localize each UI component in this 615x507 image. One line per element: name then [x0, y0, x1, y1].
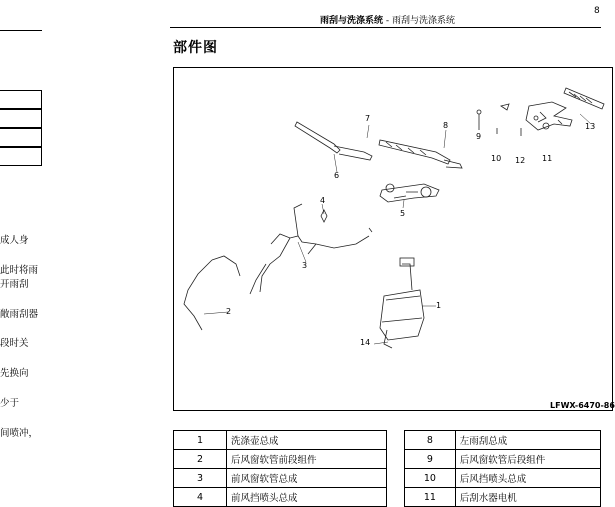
parts-table-right — [404, 430, 601, 507]
part-name: 后风窗软管后段组件 — [455, 450, 600, 469]
parts-row — [174, 469, 387, 488]
left-table-cell — [0, 109, 42, 128]
header-rule — [170, 27, 601, 28]
part-number: 9 — [405, 450, 456, 469]
left-text-line: 此时将雨 — [0, 265, 39, 276]
callout-9: 9 — [476, 132, 482, 141]
part-name: 左雨刮总成 — [455, 431, 600, 450]
wiper-system-drawing — [174, 68, 614, 412]
left-text-line: 少于 — [0, 398, 20, 409]
part-number: 4 — [174, 488, 227, 507]
left-text-line: 敞雨刮器 — [0, 309, 39, 320]
callout-10: 10 — [491, 154, 502, 163]
callout-3: 3 — [302, 261, 308, 270]
parts-row — [405, 488, 601, 507]
left-text-line: 开雨刮 — [0, 279, 29, 290]
callout-8: 8 — [443, 121, 449, 130]
parts-table-left — [173, 430, 387, 507]
part-name: 后刮水器电机 — [455, 488, 600, 507]
part-number: 3 — [174, 469, 227, 488]
part-name: 前风挡喷头总成 — [227, 488, 387, 507]
callout-12: 12 — [515, 156, 526, 165]
running-header-rest: - 雨刮与洗涤系统 — [383, 16, 455, 26]
figure-code: LFWX-6470-86 — [550, 401, 615, 410]
part-name: 后风窗软管前段组件 — [227, 450, 387, 469]
left-table-cell — [0, 147, 42, 166]
parts-row — [405, 431, 601, 450]
part-name: 洗涤壶总成 — [227, 431, 387, 450]
callout-7: 7 — [365, 114, 371, 123]
wiper-arm-drawing — [379, 140, 450, 164]
callout-5: 5 — [400, 209, 406, 218]
part-name: 后风挡喷头总成 — [455, 469, 600, 488]
left-table-cell — [0, 90, 42, 109]
parts-row — [174, 450, 387, 469]
part-number: 1 — [174, 431, 227, 450]
parts-row — [405, 469, 601, 488]
left-column-rule — [0, 30, 42, 31]
running-header-bold: 雨刮与洗涤系统 — [320, 16, 384, 26]
section-title: 部件图 — [173, 40, 218, 56]
callout-14: 14 — [360, 338, 371, 347]
callout-6: 6 — [334, 171, 340, 180]
running-header — [320, 13, 455, 26]
part-name: 前风窗软管总成 — [227, 469, 387, 488]
left-text-line: 间喷冲， — [0, 428, 39, 439]
page-number: 8 — [594, 6, 600, 16]
parts-row — [174, 488, 387, 507]
rear-wiper-blade-drawing — [564, 88, 604, 109]
nozzle-drawing — [321, 210, 327, 222]
part-number: 2 — [174, 450, 227, 469]
part-number: 8 — [405, 431, 456, 450]
callout-11: 11 — [542, 154, 553, 163]
callout-2: 2 — [226, 307, 232, 316]
parts-row — [405, 450, 601, 469]
parts-row — [174, 431, 387, 450]
callout-4: 4 — [320, 196, 326, 205]
wiper-arm-drawing — [295, 122, 340, 153]
left-text-line: 成人身 — [0, 235, 29, 246]
component-figure — [173, 67, 613, 411]
left-table-cell — [0, 128, 42, 147]
part-number: 11 — [405, 488, 456, 507]
rear-hose-drawing — [212, 256, 240, 276]
callout-13: 13 — [585, 122, 596, 131]
callout-1: 1 — [436, 301, 442, 310]
left-text-line: 先换向 — [0, 368, 29, 379]
left-text-line: 段时关 — [0, 338, 29, 349]
wiper-linkage-drawing — [380, 184, 439, 202]
part-number: 10 — [405, 469, 456, 488]
